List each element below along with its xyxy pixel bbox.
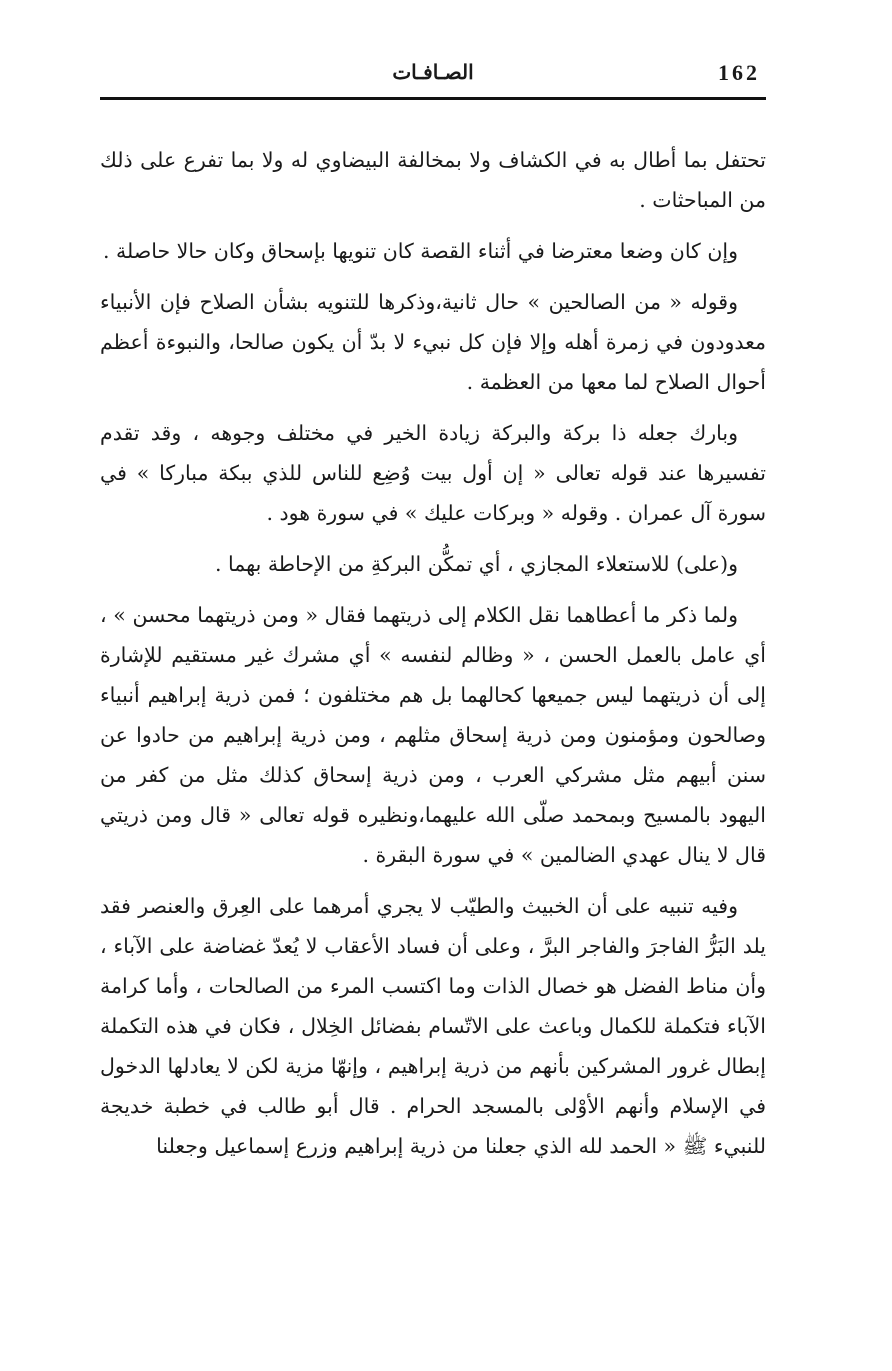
paragraph: ولما ذكر ما أعطاهما نقل الكلام إلى ذريتهما فقال « ومن ذريتهما محسن » ، أي عامل بالعمل الحسن ، « وظالم لنفسه » أي مشرك غير مستقيم للإشارة إلى أن ذريتهما ليس جميعها كحالهما بل هم مختلفون ؛ فمن ذرية إبراهيم أنبياء وصالحون ومؤمنون ومن ذرية إسحاق مثلهم ، ومن ذرية إبراهيم من حادوا عن سنن أبيهم مثل مشركي العرب ، ومن ذرية إسحاق كذلك مثل من كفر من اليهود بالمسيح وبمحمد صلّى الله عليهما،ونظيره قوله تعالى « قال ومن ذريتي قال لا ينال عهدي الضالمين » في سورة البقرة . bbox=[100, 603, 766, 867]
page-number: 162 bbox=[718, 60, 760, 85]
running-title: الصـافـات bbox=[392, 60, 474, 84]
paragraph: وفيه تنبيه على أن الخبيث والطيّب لا يجري أمرهما على العِرق والعنصر فقد يلد البَرُّ الفاجرَ والفاجر البرَّ ، وعلى أن فساد الأعقاب لا يُعدّ غضاضة على الآباء ، وأن مناط الفضل هو خصال الذات وما اكتسب المرء من الصالحات ، وأما كرامة الآباء فتكملة للكمال وباعث على الاتّسام بفضائل الخِلال ، فكان في هذه التكملة إبطال غرور المشركين بأنهم من ذرية إبراهيم ، وإنهّا مزية لكن لا يعادلها الدخول في الإسلام وأنهم الأوْلى بالمسجد الحرام . قال أبو طالب في خطبة خديجة للنبيء ﷺ « الحمد لله الذي جعلنا من ذرية إبراهيم وزرع إسماعيل وجعلنا bbox=[100, 894, 766, 1158]
paragraph: وبارك جعله ذا بركة والبركة زيادة الخير في مختلف وجوهه ، وقد تقدم تفسيرها عند قوله تعالى « إن أول بيت وُضِع للناس للذي ببكة مباركا » في سورة آل عمران . وقوله « وبركات عليك » في سورة هود . bbox=[100, 421, 766, 525]
page-body bbox=[100, 140, 766, 1177]
paragraph: و(على) للاستعلاء المجازي ، أي تمكُّن البركةِ من الإحاطة بهما . bbox=[215, 552, 738, 576]
paragraph: وإن كان وضعا معترضا في أثناء القصة كان تنويها بإسحاق وكان حالا حاصلة . bbox=[103, 239, 738, 263]
paragraph: وقوله « من الصالحين » حال ثانية،وذكرها للتنويه بشأن الصلاح فإن الأنبياء معدودون في زمرة أهله وإلا فإن كل نبيء لا بدّ أن يكون صالحا، والنبوءة أعظم أحوال الصلاح لما معها من العظمة . bbox=[100, 290, 766, 394]
paragraph: تحتفل بما أطال به في الكشاف ولا بمخالفة البيضاوي له ولا بما تفرع على ذلك من المباحثات . bbox=[100, 148, 766, 212]
page-header bbox=[100, 58, 766, 92]
header-rule bbox=[100, 97, 766, 100]
